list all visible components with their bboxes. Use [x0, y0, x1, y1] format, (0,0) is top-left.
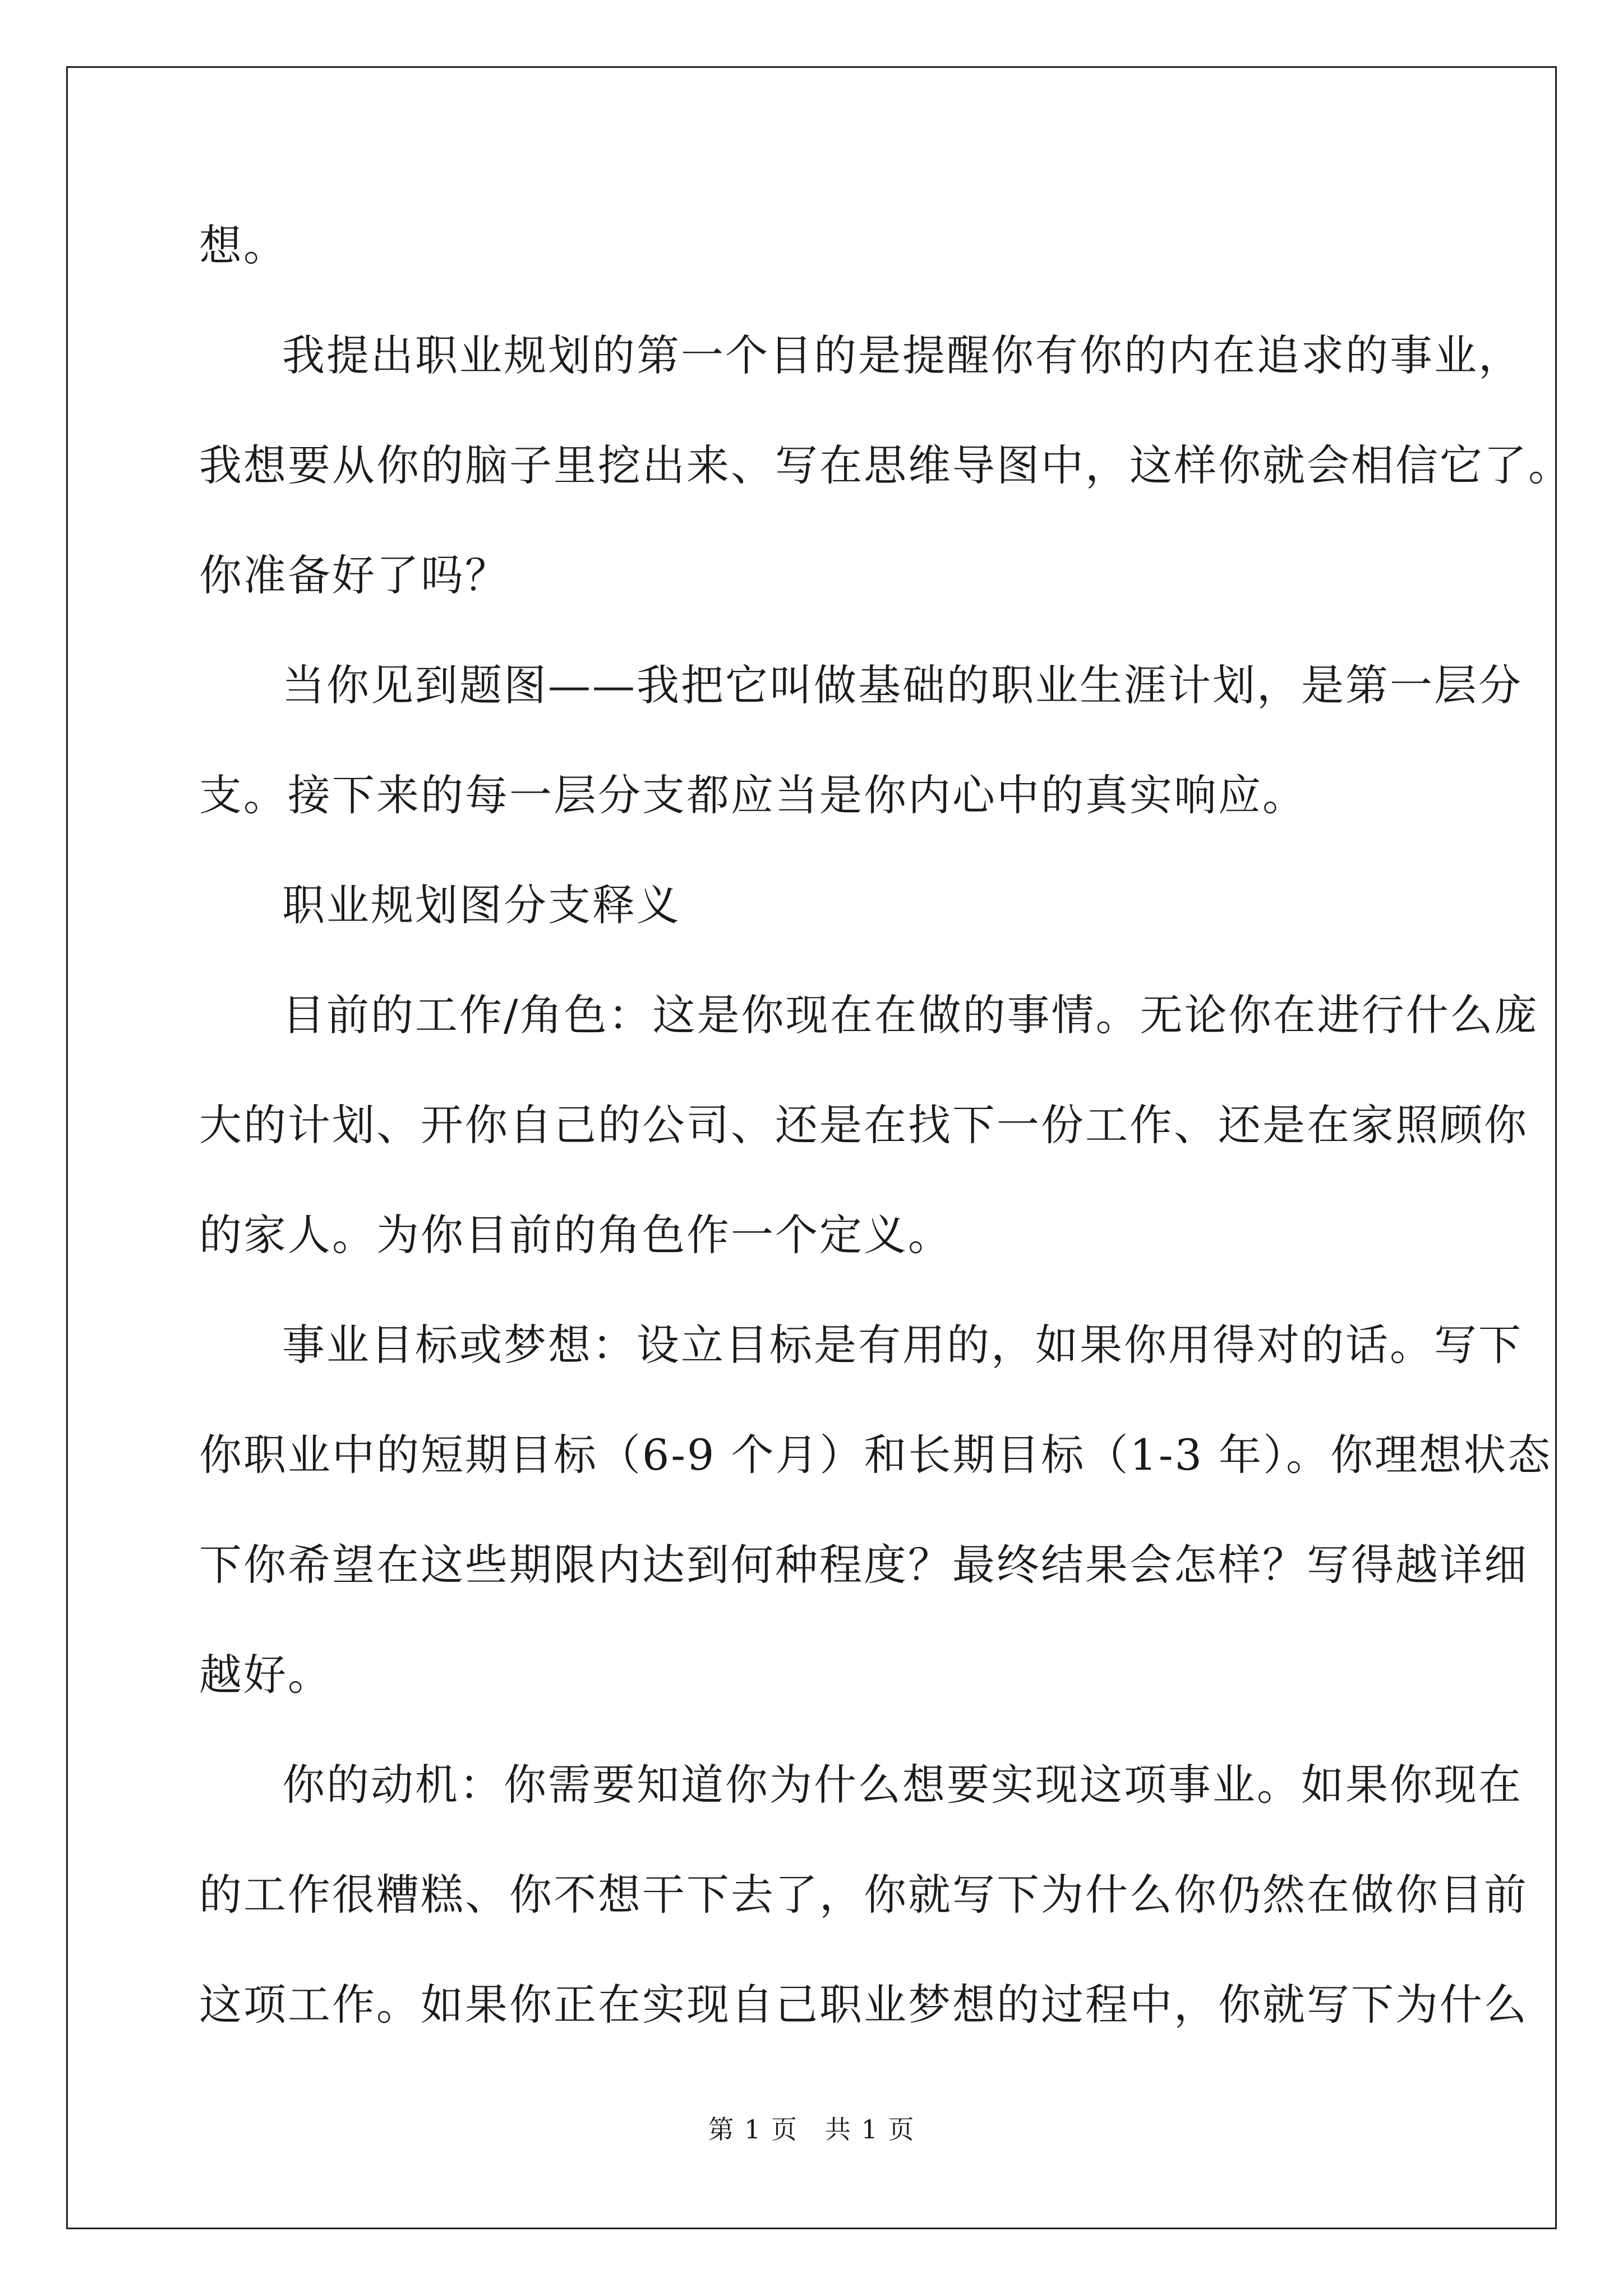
document-body — [199, 191, 1573, 2060]
text-line: 当你见到题图——我把它叫做基础的职业生涯计划，是第一层分 — [282, 660, 1523, 710]
text-line: 想。 — [199, 220, 288, 270]
page-footer: 第 1 页 共 1 页 — [708, 2114, 915, 2145]
text-line: 你的动机：你需要知道你为什么想要实现这项事业。如果你现在 — [282, 1760, 1523, 1810]
paragraph — [199, 191, 1573, 2060]
text-line: 我想要从你的脑子里挖出来、写在思维导图中，这样你就会相信它了。 — [199, 440, 1573, 490]
text-line: 大的计划、开你自己的公司、还是在找下一份工作、还是在家照顾你 — [199, 1100, 1528, 1150]
text-line: 我提出职业规划的第一个目的是提醒你有你的内在追求的事业， — [282, 330, 1523, 380]
text-line: 你准备好了吗？ — [199, 550, 509, 600]
text-line: 支。接下来的每一层分支都应当是你内心中的真实响应。 — [199, 770, 1307, 820]
text-line: 越好。 — [199, 1650, 332, 1700]
text-line: 事业目标或梦想：设立目标是有用的，如果你用得对的话。写下 — [282, 1320, 1523, 1370]
text-line: 的家人。为你目前的角色作一个定义。 — [199, 1210, 952, 1260]
text-line: 下你希望在这些期限内达到何种程度？最终结果会怎样？写得越详细 — [199, 1540, 1528, 1590]
text-line: 你职业中的短期目标（6-9 个月）和长期目标（1-3 年）。你理想状态 — [199, 1430, 1552, 1480]
text-line: 目前的工作/角色：这是你现在在做的事情。无论你在进行什么庞 — [282, 990, 1539, 1040]
text-line: 的工作很糟糕、你不想干下去了，你就写下为什么你仍然在做你目前 — [199, 1870, 1528, 1920]
text-line: 这项工作。如果你正在实现自己职业梦想的过程中，你就写下为什么 — [199, 1980, 1528, 2030]
section-heading: 职业规划图分支释义 — [282, 880, 681, 930]
